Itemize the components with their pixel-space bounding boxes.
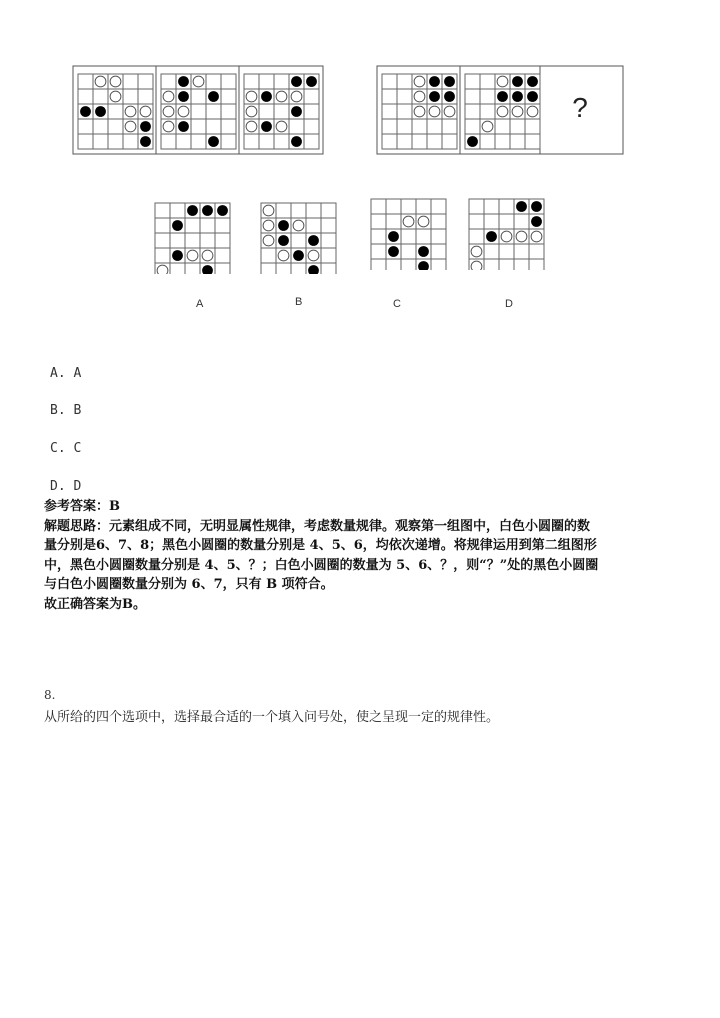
white-circle — [246, 91, 257, 102]
grid-cell — [525, 119, 540, 134]
grid-cell — [274, 134, 289, 149]
white-circle — [187, 250, 198, 261]
grid-cell — [514, 214, 529, 229]
puzzle-figure — [0, 0, 720, 170]
white-circle — [501, 231, 512, 242]
grid-cell — [291, 263, 306, 274]
white-circle — [95, 76, 106, 87]
white-circle — [246, 121, 257, 132]
black-circle — [516, 201, 527, 212]
white-circle — [531, 231, 542, 242]
grid-cell — [397, 89, 412, 104]
grid-cell — [259, 104, 274, 119]
black-circle — [217, 205, 228, 216]
grid-cell — [401, 259, 416, 270]
explanation-line: 解题思路：元素组成不同，无明显属性规律，考虑数量规律。观察第一组图中，白色小圆圈的数 — [44, 518, 591, 534]
grid-cell — [442, 134, 457, 149]
black-circle — [308, 235, 319, 246]
choice-d[interactable]: D. D — [50, 479, 82, 494]
grid-cell — [155, 233, 170, 248]
explanation-line: 量分别是6、7、8；黑色小圆圈的数量分别是 4、5、6，均依次递增。将规律运用到第二组图形 — [44, 538, 597, 553]
grid-cell — [465, 74, 480, 89]
white-circle — [418, 216, 429, 227]
black-circle — [388, 231, 399, 242]
grid-cell — [93, 89, 108, 104]
option-grid-a — [154, 202, 232, 274]
black-circle — [486, 231, 497, 242]
white-circle — [110, 91, 121, 102]
black-circle — [278, 220, 289, 231]
white-circle — [276, 121, 287, 132]
grid-cell — [484, 214, 499, 229]
white-circle — [140, 106, 151, 117]
choice-b[interactable]: B. B — [50, 403, 82, 418]
grid-cell — [412, 119, 427, 134]
grid-cell — [123, 134, 138, 149]
black-circle — [140, 121, 151, 132]
white-circle — [512, 106, 523, 117]
grid-cell — [138, 89, 153, 104]
grid-cell — [431, 214, 446, 229]
grid-cell — [170, 263, 185, 274]
grid-cell — [321, 203, 336, 218]
white-circle — [429, 106, 440, 117]
black-circle — [178, 91, 189, 102]
grid-cell — [215, 233, 230, 248]
grid-cell — [191, 119, 206, 134]
grid-cell — [78, 134, 93, 149]
grid-cell — [78, 119, 93, 134]
second-grid-1 — [382, 74, 457, 149]
grid-cell — [206, 119, 221, 134]
white-circle — [403, 216, 414, 227]
grid-cell — [484, 259, 499, 270]
grid-cell — [206, 74, 221, 89]
white-circle — [163, 91, 174, 102]
grid-cell — [306, 218, 321, 233]
black-circle — [140, 136, 151, 147]
grid-cell — [123, 89, 138, 104]
option-label-b: B — [295, 296, 303, 308]
grid-cell — [108, 104, 123, 119]
grid-cell — [206, 104, 221, 119]
grid-cell — [525, 134, 540, 149]
grid-cell — [291, 203, 306, 218]
grid-cell — [401, 229, 416, 244]
black-circle — [291, 106, 302, 117]
grid-cell — [397, 134, 412, 149]
grid-cell — [185, 233, 200, 248]
black-circle — [306, 76, 317, 87]
grid-cell — [431, 244, 446, 259]
grid-cell — [215, 218, 230, 233]
grid-cell — [78, 89, 93, 104]
white-circle — [125, 121, 136, 132]
grid-cell — [401, 244, 416, 259]
grid-cell — [176, 134, 191, 149]
grid-cell — [510, 119, 525, 134]
grid-cell — [382, 134, 397, 149]
white-circle — [471, 261, 482, 270]
black-circle — [467, 136, 478, 147]
grid-cell — [244, 134, 259, 149]
grid-cell — [191, 104, 206, 119]
grid-cell — [276, 263, 291, 274]
white-circle — [193, 76, 204, 87]
grid-cell — [442, 119, 457, 134]
grid-cell — [465, 104, 480, 119]
grid-cell — [191, 89, 206, 104]
white-circle — [293, 220, 304, 231]
grid-cell — [306, 203, 321, 218]
black-circle — [527, 76, 538, 87]
grid-cell — [191, 134, 206, 149]
grid-cell — [123, 74, 138, 89]
grid-cell — [244, 74, 259, 89]
grid-cell — [495, 134, 510, 149]
black-circle — [172, 250, 183, 261]
grid-cell — [185, 218, 200, 233]
white-circle — [125, 106, 136, 117]
grid-cell — [321, 263, 336, 274]
grid-cell — [386, 259, 401, 270]
grid-cell — [161, 74, 176, 89]
grid-cell — [465, 119, 480, 134]
grid-cell — [416, 229, 431, 244]
grid-cell — [221, 134, 236, 149]
grid-cell — [480, 74, 495, 89]
grid-cell — [427, 119, 442, 134]
grid-cell — [514, 244, 529, 259]
grid-cell — [416, 199, 431, 214]
black-circle — [512, 91, 523, 102]
grid-cell — [185, 263, 200, 274]
white-circle — [471, 246, 482, 257]
grid-cell — [321, 248, 336, 263]
choice-c[interactable]: C. C — [50, 441, 82, 456]
choice-a[interactable]: A. A — [50, 366, 82, 381]
answer-label: 参考答案：B — [44, 499, 120, 514]
grid-cell — [215, 248, 230, 263]
black-circle — [531, 201, 542, 212]
grid-cell — [108, 134, 123, 149]
option-d-grid — [469, 199, 544, 270]
grid-cell — [397, 119, 412, 134]
answer-explanation — [44, 497, 694, 614]
grid-cell — [386, 199, 401, 214]
grid-cell — [484, 244, 499, 259]
black-circle — [278, 235, 289, 246]
grid-cell — [397, 104, 412, 119]
white-circle — [414, 106, 425, 117]
grid-cell — [304, 119, 319, 134]
black-circle — [291, 136, 302, 147]
grid-cell — [397, 74, 412, 89]
first-grid-2 — [161, 74, 236, 149]
black-circle — [178, 121, 189, 132]
grid-cell — [469, 199, 484, 214]
white-circle — [163, 121, 174, 132]
grid-cell — [499, 244, 514, 259]
grid-cell — [221, 74, 236, 89]
grid-cell — [371, 244, 386, 259]
grid-cell — [215, 263, 230, 274]
grid-cell — [93, 134, 108, 149]
grid-cell — [138, 74, 153, 89]
option-b-grid — [261, 203, 336, 274]
grid-cell — [93, 119, 108, 134]
white-circle — [110, 76, 121, 87]
black-circle — [527, 91, 538, 102]
grid-cell — [371, 259, 386, 270]
option-c-grid — [371, 199, 446, 270]
black-circle — [261, 121, 272, 132]
grid-cell — [431, 199, 446, 214]
option-label-c: C — [393, 298, 401, 310]
black-circle — [531, 216, 542, 227]
grid-cell — [499, 199, 514, 214]
white-circle — [308, 250, 319, 261]
grid-cell — [529, 259, 544, 270]
white-circle — [278, 250, 289, 261]
grid-cell — [371, 214, 386, 229]
grid-cell — [465, 89, 480, 104]
black-circle — [172, 220, 183, 231]
black-circle — [444, 91, 455, 102]
grid-cell — [155, 218, 170, 233]
grid-cell — [529, 244, 544, 259]
grid-cell — [170, 233, 185, 248]
grid-cell — [170, 203, 185, 218]
white-circle — [497, 76, 508, 87]
grid-cell — [371, 199, 386, 214]
grid-cell — [200, 218, 215, 233]
grid-cell — [200, 233, 215, 248]
puzzle-first-group — [73, 66, 323, 154]
explanation-line: 中，黑色小圆圈数量分别是 4、5、？；白色小圆圈的数量为 5、6、？，则“？”处的黑色小圆圈 — [44, 557, 599, 573]
grid-cell — [386, 214, 401, 229]
black-circle — [208, 136, 219, 147]
grid-cell — [78, 74, 93, 89]
grid-cell — [382, 74, 397, 89]
grid-cell — [382, 89, 397, 104]
white-circle — [202, 250, 213, 261]
black-circle — [497, 91, 508, 102]
black-circle — [291, 76, 302, 87]
grid-cell — [431, 259, 446, 270]
black-circle — [293, 250, 304, 261]
grid-cell — [514, 259, 529, 270]
grid-cell — [382, 119, 397, 134]
grid-cell — [484, 199, 499, 214]
white-circle — [444, 106, 455, 117]
black-circle — [95, 106, 106, 117]
grid-cell — [401, 199, 416, 214]
explanation-line: 与白色小圆圈数量分别为 6、7，只有 B 项符合。 — [44, 577, 334, 592]
grid-cell — [321, 233, 336, 248]
grid-cell — [495, 119, 510, 134]
white-circle — [414, 76, 425, 87]
white-circle — [163, 106, 174, 117]
answer-conclusion: 故正确答案为B。 — [44, 596, 146, 612]
grid-cell — [469, 229, 484, 244]
grid-cell — [155, 203, 170, 218]
black-circle — [80, 106, 91, 117]
grid-cell — [321, 218, 336, 233]
option-grid-c — [370, 198, 448, 270]
grid-cell — [382, 104, 397, 119]
white-circle — [178, 106, 189, 117]
black-circle — [208, 91, 219, 102]
black-circle — [202, 205, 213, 216]
grid-cell — [499, 214, 514, 229]
grid-cell — [259, 134, 274, 149]
grid-cell — [304, 134, 319, 149]
grid-cell — [431, 229, 446, 244]
white-circle — [276, 91, 287, 102]
grid-cell — [412, 134, 427, 149]
black-circle — [178, 76, 189, 87]
black-circle — [388, 246, 399, 257]
white-circle — [291, 91, 302, 102]
grid-cell — [221, 119, 236, 134]
black-circle — [261, 91, 272, 102]
grid-cell — [108, 119, 123, 134]
black-circle — [444, 76, 455, 87]
black-circle — [512, 76, 523, 87]
black-circle — [418, 246, 429, 257]
black-circle — [429, 91, 440, 102]
grid-cell — [291, 233, 306, 248]
grid-cell — [259, 74, 274, 89]
question-mark: ? — [572, 92, 588, 123]
grid-cell — [427, 134, 442, 149]
question-number: 8. — [44, 688, 56, 702]
grid-cell — [304, 89, 319, 104]
white-circle — [516, 231, 527, 242]
grid-cell — [304, 104, 319, 119]
grid-cell — [510, 134, 525, 149]
white-circle — [263, 205, 274, 216]
grid-cell — [155, 248, 170, 263]
question-text: 从所给的四个选项中，选择最合适的一个填入问号处，使之呈现一定的规律性。 — [44, 710, 500, 725]
black-circle — [429, 76, 440, 87]
white-circle — [497, 106, 508, 117]
option-grid-d — [468, 198, 546, 270]
second-grid-2 — [465, 74, 540, 149]
white-circle — [263, 220, 274, 231]
grid-cell — [276, 203, 291, 218]
option-label-d: D — [505, 298, 513, 310]
grid-cell — [161, 134, 176, 149]
grid-cell — [469, 214, 484, 229]
first-grid-1 — [78, 74, 153, 149]
white-circle — [263, 235, 274, 246]
grid-cell — [289, 119, 304, 134]
option-a-grid — [155, 203, 230, 274]
option-grid-b — [260, 202, 338, 274]
white-circle — [527, 106, 538, 117]
grid-cell — [221, 89, 236, 104]
grid-cell — [274, 74, 289, 89]
grid-cell — [480, 89, 495, 104]
black-circle — [187, 205, 198, 216]
grid-cell — [261, 248, 276, 263]
grid-cell — [221, 104, 236, 119]
grid-cell — [261, 263, 276, 274]
grid-cell — [274, 104, 289, 119]
white-circle — [157, 265, 168, 274]
white-circle — [414, 91, 425, 102]
grid-cell — [499, 259, 514, 270]
grid-cell — [371, 229, 386, 244]
grid-cell — [480, 104, 495, 119]
white-circle — [246, 106, 257, 117]
option-label-a: A — [196, 298, 204, 310]
grid-cell — [480, 134, 495, 149]
white-circle — [482, 121, 493, 132]
first-grid-3 — [244, 74, 319, 149]
